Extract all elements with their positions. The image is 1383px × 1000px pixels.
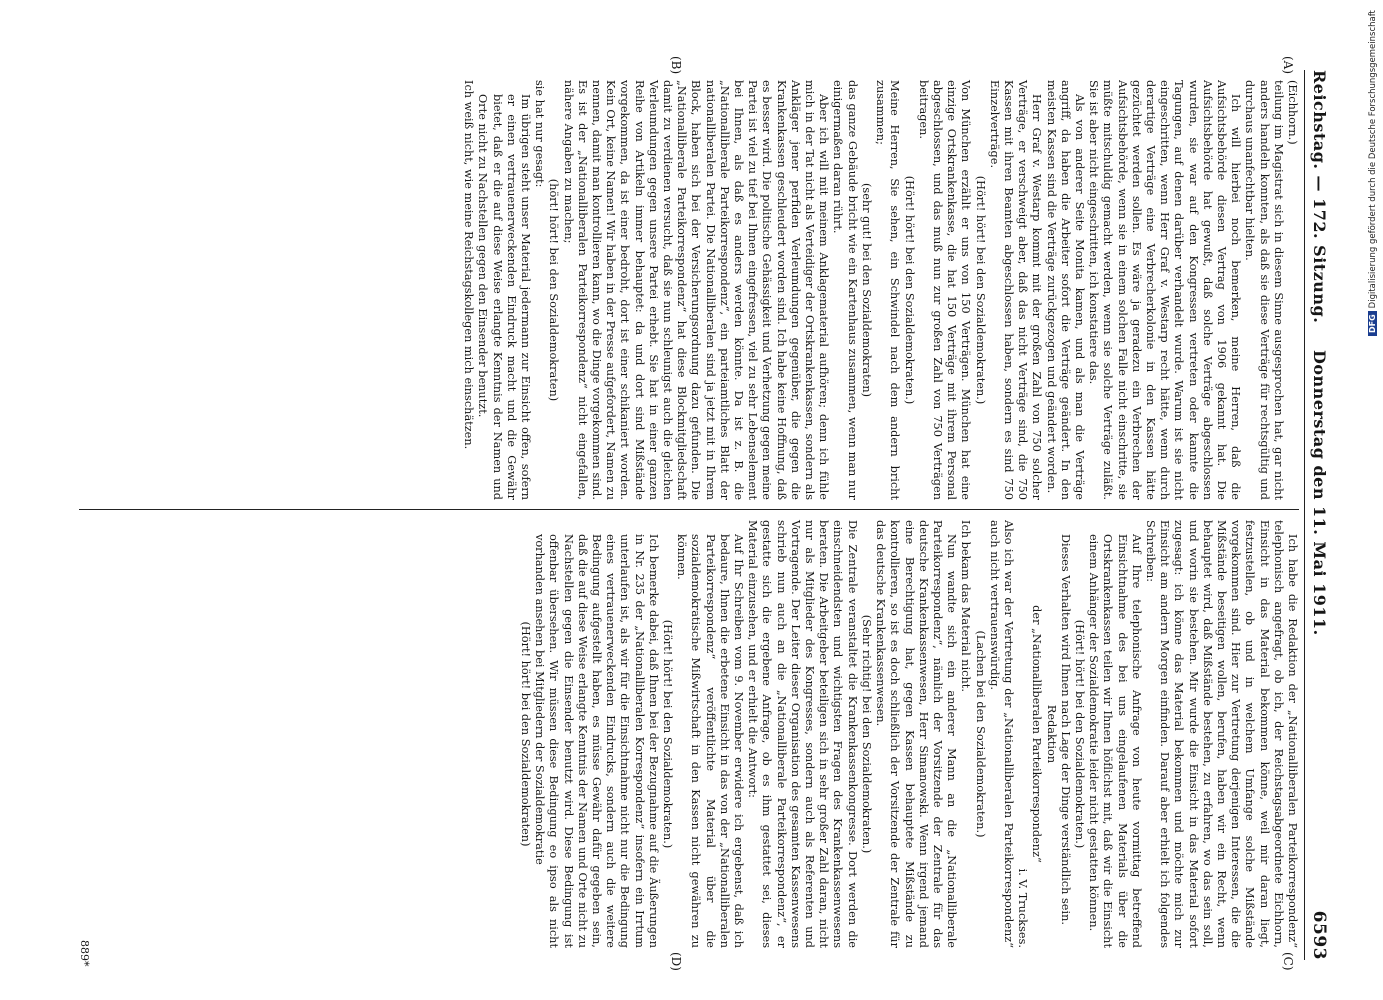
digitization-stamp: [1368, 10, 1378, 336]
paragraph: Dieses Verhalten wird Ihnen nach Lage der Dinge verständlich sein.: [1058, 534, 1072, 925]
paragraph: Ich habe die Redaktion der „Nationalliberalen Parteikorrespondenz“ telephonisch angefragt, ob ich, der Reichstagsabgeordnete Eichhorn, Einsicht in das Material bekommen könne, weil mir daran liegt, festzustellen, ob und in welchem Umfange solche Mißstände vorgekommen sind. Hier zur Vertretung derjenigen Interessen, die die Mißstände beseitigen wollen, berufen, haben wir ein Recht, wenn behauptet wird, daß Mißstände bestehen, zu erfahren, wo das sein soll, und worin sie bestehen. Mir wurde die Einsicht in das Material sofort zugesagt: ich könne das Material bekommen und möchte mich zur Einsicht am andern Morgen einfinden. Darauf aber erhielt ich folgendes Schreiben:: [1143, 520, 1299, 948]
paragraph: das ganze Gebäude bricht wie ein Kartenhaus zusammen, wenn man nur einigermaßen daran rührt.: [831, 80, 859, 500]
paragraph: Ich bekam das Material nicht.: [959, 520, 973, 692]
paragraph: Also ich war der Vertretung der „Nationalliberalen Parteikorrespondenz“ auch nicht vertrauenswürdig.: [987, 520, 1015, 948]
paragraph: Von München erzählt er uns von 150 Verträgen. München hat eine einzige Ortskrankenkasse, die hat 150 Verträge mit ihrem Personal abgeschlossen, und das muß nun zur großen Zahl von 750 Verträgen beitragen.: [916, 80, 973, 500]
paragraph: (Hört! hört! bei den Sozialdemokraten): [519, 621, 533, 847]
paragraph: Die Zentrale veranstaltet die Krankenkassenkongresse. Dort werden die einschneidendsten und wichtigsten Fragen des Krankenkassenwesens beraten. Die Arbeitgeber beteiligen sich in sehr großer Zahl daran, nicht nur als Mitglieder des Kongresses, sondern auch als Referenten und Vortragende. Der Leiter dieser Organisation des gesamten Kassenwesens schrieb nun auch an die „Nationalliberale Parteikorrespondenz“, er gestatte sich die ergebene Anfrage, ob es ihm gestattet sei, dieses Material einzusehen, und er erhielt die Antwort:: [746, 520, 859, 948]
margin-marker-c: (C): [1281, 952, 1295, 971]
header-session: Reichstag. — 172. Sitzung.: [1310, 70, 1329, 324]
paragraph: Als von anderer Seite Monita kamen, und als man die Verträge angriff, da haben die Arbeiter sofort die Verträge geändert. In den meisten Kassen sind die Verträge zurückgezogen und geändert worden.: [1044, 80, 1086, 500]
paragraph: Auf Ihre telephonische Anfrage von heute vormittag betreffend Einsichtnahme des bei uns eingelaufenen Materials über die Ortskrankenkassen teilen wir Ihnen höflichst mit, daß wir die Einsicht einem Anhänger der Sozialdemokratie leider nicht gestatten können.: [1087, 534, 1143, 948]
paragraph: (Hört! hört! bei den Sozialdemokraten.): [661, 619, 675, 849]
paragraph: Im übrigen steht unser Material jedermann zur Einsicht offen, sofern er einen vertrauenerweckenden Eindruck macht und die Gewähr bietet, daß er die auf diese Weise erlangte Kenntnis der Namen und Orte nicht zu Nachstellen gegen den Einsender benutzt.: [476, 94, 533, 500]
paragraph: Ich will hierbei noch bemerken, meine Herren, daß die Aufsichtsbehörde diesen Vertrag von 1906 gekannt hat. Die Aufsichtsbehörde hat gewußt, daß solche Verträge abgeschlossen wurden, sie war auf den Kongressen vertreten oder kannte die Tagungen, auf denen darüber verhandelt wurde. Warum ist sie nicht eingeschritten, wenn Herr Graf v. Westarp recht hätte, wenn durch derartige Verträge eine Verbrecherkolonie in den Kassen hätte gezüchtet werden sollen. Es wäre ja geradezu ein Verbrechen der Aufsichtsbehörde, wenn sie in einem solchen Falle nicht einschritte, sie müßte mitschuldig gemacht werden, wenn sie solche Verträge zuläßt. Sie ist aber nicht eingeschritten, ich konstatiere das.: [1087, 80, 1243, 500]
header-page-number: 6593: [1309, 910, 1329, 960]
paragraph: sie hat nur gesagt:: [533, 80, 547, 188]
paragraph: Nun wandte sich ein anderer Mann an die „Nationalliberale Parteikorrespondenz“, nämlich der Vorsitzende der Zentrale für das deutsche Krankenkassenwesen, Herr Simanowski. Wenn irgend jemand eine Berechtigung hat, gegen Kassen behauptete Mißstände zu kontrollieren, so ist es doch schließlich der Vorsitzende der Zentrale für das deutsche Krankenkassenwesen.: [874, 520, 959, 948]
digitization-note: Digitalisierung gefördert durch die Deutsche Forschungsgemeinschaft: [1368, 10, 1378, 309]
paragraph: (Sehr richtig! bei den Sozialdemokraten.): [859, 614, 873, 854]
footer-page-number: 889*: [78, 940, 91, 967]
margin-marker-a: (A): [1281, 56, 1295, 75]
column-divider: [79, 509, 1299, 510]
paragraph: (Hört! hört! bei den Sozialdemokraten.): [902, 175, 916, 405]
paragraph: Meine Herren, Sie sehen, ein Schwindel nach dem andern bricht zusammen;: [874, 80, 902, 500]
paragraph: (Hört! hört! bei den Sozialdemokraten.): [973, 175, 987, 405]
header-date: Donnerstag den 11. Mai 1911.: [1310, 350, 1329, 636]
paragraph: Auf Ihr Schreiben vom 9. November erwidere ich ergebenst, daß ich bedaure, Ihnen die erbetene Einsicht in das von der „Nationalliberalen Parteikorrespondenz“ veröffentlichte Material über die sozialdemokratische Mißwirtschaft in den Kassen nicht gewähren zu können.: [675, 534, 746, 948]
paragraph: Aber ich will mit meinem Anklagematerial aufhören; denn ich fühle mich in der Tat nicht als Verteidiger der Ortskrankenkassen, sondern als Ankläger jener perfiden Verleumdungen gegenüber, die gegen die Krankenkassen geschleudert worden sind. Ich habe keine Hoffnung, daß es besser wird. Die politische Gehässigkeit und Verhetzung gegen meine Partei ist viel zu tief bei Ihnen eingefressen, viel zu sehr Lebenselement bei Ihnen, als daß es anders werden könnte. Da ist z. B. die „Nationalliberale Parteikorrespondenz“, ein parteiamtliches Blatt der nationalliberalen Partei. Die Nationalliberalen sind ja jetzt mit in Ihrem Block, haben sich bei der Versicherungsordnung dazu gefunden. Die „Nationalliberale Parteikorrespondenz“ hat diese Blockmitgliedschaft damit zu verdienen versucht, daß sie nun schleunigst auch die gleichen Verleumdungen gegen unsere Partei erhebt. Sie hat in einer ganzen Reihe von Artikeln immer behauptet: da und dort sind Mißstände vorgekommen, da ist einer bedroht, dort ist einer schikaniert worden. Kein Ort, keine Namen! Wir haben in der Presse aufgefordert, Namen zu nennen, damit man kontrollieren kann, wo die Dinge vorgekommen sind. Es ist der „Nationalliberalen Parteikorrespondenz“ nicht eingefallen, nähere Angaben zu machen;: [561, 80, 831, 500]
paragraph: (hört! hört! bei den Sozialdemokraten): [547, 178, 561, 402]
header-rule: [1304, 70, 1305, 960]
paragraph: (sehr gut! bei den Sozialdemokraten): [859, 182, 873, 397]
paragraph: der „Nationalliberalen Parteikorrespondenz“: [1030, 605, 1044, 863]
dfg-logo: DFG: [1368, 311, 1377, 336]
margin-marker-d: (D): [669, 952, 683, 971]
paragraph: (Hört! hört! bei den Sozialdemokraten.): [1072, 619, 1086, 849]
paragraph: (Lachen bei den Sozialdemokraten.): [973, 630, 987, 838]
text-column-right: [518, 520, 1299, 948]
paragraph: Redaktion: [1044, 704, 1058, 764]
paragraph: i. V. Truckses.: [1016, 868, 1030, 948]
paragraph: Herr Graf v. Westarp kommt mit der großen Zahl von 750 solcher Verträge, er verschweigt aber, daß das nicht Verträge sind, die 750 Kassen mit ihren Beamten abgeschlossen haben, sondern es sind 750 Einzelverträge.: [987, 80, 1044, 500]
paragraph: Ich bemerke dabei, daß Ihnen bei der Bezugnahme auf die Äußerungen in Nr. 235 der „Nationalliberalen Korrespondenz“ insofern ein Irrtum unterlaufen ist, als wir für die Einsichtnahme nicht nur die Bedingung eines vertrauenerweckenden Eindrucks, sondern auch die weitere Bedingung aufgestellt haben, es müsse Gewähr dafür gegeben sein, daß die auf diese Weise erlangte Kenntnis der Namen und Orte nicht zu Nachstellen gegen die Einsender benutzt wird. Diese Bedingung ist offenbar übersehen. Wir müssen diese Bedingung eo ipso als nicht vorhanden ansehen bei Mitgliedern der Sozialdemokratie: [533, 534, 660, 948]
text-column-left: [461, 80, 1299, 500]
paragraph: Ich weiß nicht, wie meine Reichstagskollegen mich einschätzen.: [462, 80, 476, 450]
paragraph: (Eichhorn.): [1286, 80, 1299, 145]
paragraph: teilung im Magistrat sich in diesem Sinne ausgesprochen hat, gar nicht anders handeln konnten, als daß sie diese Verträge für rechtsgültig und durchaus unanfechtbar hielten.: [1243, 80, 1285, 500]
margin-marker-b: (B): [669, 56, 683, 75]
